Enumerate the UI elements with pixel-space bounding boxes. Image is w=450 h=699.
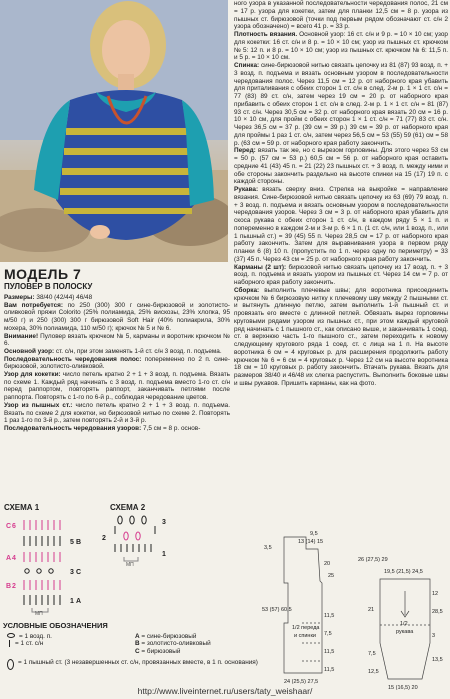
- attention-label: Внимание!: [4, 332, 39, 340]
- back-paragraph: [234, 62, 448, 147]
- material-paragraph: [4, 302, 230, 333]
- legend-color-b: [135, 640, 265, 648]
- dim-25: 25: [328, 573, 335, 579]
- pattern-sequence-paragraph: [4, 425, 230, 433]
- scheme1-rapport: МП: [35, 611, 43, 615]
- stripe-sequence-label: Последовательность чередования полос:: [4, 355, 142, 363]
- chain-symbol-icon: [7, 633, 15, 638]
- scheme1-code-row6: C: [6, 523, 12, 530]
- front-paragraph: [234, 147, 448, 186]
- dim-285: 28,5: [432, 609, 443, 615]
- legend-chain-text: = 1 возд. п.: [19, 632, 52, 640]
- scheme2-rapport-bracket: [124, 557, 138, 561]
- sizes-value: 38/40 (42/44) 46/48: [34, 294, 93, 301]
- sleeves-paragraph: [234, 186, 448, 264]
- front-value: вязать так же, но с вырезом горловины. Для этого через 53 см = 50 р. (57 см = 53 р.) 60,5 см = 56 р. от наборного края оставить средние 41 (43) 45 п. = 21 (22) 23 пышных ст. + 3 возд. п. между ними и обе стороны закончить раздельно на высоте спинки на 15 (17) 19 п. с каждой стороны.: [234, 147, 448, 186]
- assembly-value: выполнить плечевые швы; для воротника присоединить крючком № 6 бирюзовую нитку к плечевому шву между 2 пышными ст. и вытянуть длинную петлю, затем выполнить 1-й пышный ст. и провязать его вместе с длинной петлей. Обвязать вырез горловины круговыми рядами узором из пышных ст., при этом каждый круговой ряд начинать с 1 пышного ст., как описано выше, и заканчивать 1 соед. ст. в верхнюю часть 1-го пышного ст., затем переходить к новому следующему кругового ряда 1 соед. ст. с лица на 1 п. На высоте воротника 6 см = 4 круговых р. для расширения продолжить работу крючком № 6 = 6 см = 4 круговых р. Через 12 см на высоте воротника 18 см = 10 круговых р. работу закончить. Втачать рукава. Вязать для размеров 38/40 и 46/48 их слегка распустить. Выполнить боковые швы и швы рукавов. Пришить карманы, как на фото.: [234, 286, 448, 387]
- legend-color-a-text: = сине-бирюзовый: [141, 632, 197, 640]
- legend-color-a-code: A: [135, 632, 140, 640]
- basic-pattern-label: Основной узор:: [4, 347, 55, 355]
- pockets-value: бирюзовой нитью связать цепочку из 17 возд. п. + 3 возд. п. подъема и вязать узором из пышных ст. Через 14 см = 7 р. от наборного края работу закончить.: [234, 263, 448, 286]
- dim-215: 21: [368, 607, 375, 613]
- dim-53: 53 (57) 60,5: [262, 607, 292, 613]
- dc-symbol-icon: [9, 640, 10, 647]
- pattern-svg: [262, 525, 450, 693]
- scheme1-num-row3: 3: [70, 569, 74, 576]
- scheme2-num-row2: 2: [102, 535, 106, 542]
- assembly-paragraph: [234, 287, 448, 388]
- legend: [3, 622, 265, 670]
- crochet-schemes: [2, 500, 262, 615]
- legend-title: УСЛОВНЫЕ ОБОЗНАЧЕНИЯ: [3, 621, 108, 630]
- scheme1-red-rows: [24, 520, 60, 590]
- scheme2-num-row1: 1: [162, 551, 166, 558]
- legend-dc-text: = 1 ст. с/н: [15, 640, 44, 648]
- continuation-paragraph: ного узора в указанной последовательности чередования полос, 21 см = 17 р. узора для кокетки, затем для планки 12,5 см = 8 р. узора из пышных ст. бирюзовой (точки под первым рядом обозначают ст. с/н 2 узора обозначено) = всего 41 р. = 33 р.: [234, 0, 448, 31]
- model-title: МОДЕЛЬ 7: [4, 266, 82, 282]
- legend-color-b-code: B: [135, 640, 140, 648]
- scheme2-rapport: МП: [126, 562, 134, 568]
- dim-75b: 7,5: [368, 651, 376, 657]
- yoke-pattern-paragraph: [4, 371, 230, 402]
- pattern-sequence-value: 7,5 см = 8 р. основ-: [141, 424, 201, 432]
- scheme1-code-row5: B: [76, 539, 82, 546]
- legend-color-c-code: C: [135, 648, 140, 656]
- sleeves-label: Рукава:: [234, 186, 259, 193]
- dim-115c: 11,5: [324, 667, 335, 673]
- sizes-paragraph: [4, 294, 230, 302]
- dim-13: 13 (14) 15: [298, 539, 324, 545]
- model-subtitle: ПУЛОВЕР В ПОЛОСКУ: [4, 282, 93, 291]
- sleeves-value: вязать сверху вниз. Стрелка на выкройке = направление вязания. Сине-бирюзовой нитью связать цепочку из 63 (69) 79 возд. п. + 3 возд. п. подъема и вязать основным узором в последовательности чередования узоров. Через 3 см = 3 р. от наборного края убавить для скоса рукава с обеих сторон 1 ст. с/н, в каждом ряду 5 × 1 п. и попеременно в каждом 2-м и 3-м р. 6 × 1 п. (1 ст. с/н, или 1 возд. п., или 1 пышный ст.) = 39 (45) 55 п. Через 28,5 см = 17 р. от наборного края работу закончить. Затем для выравнивания узора в первом ряду планки 6 (8) 10 п. (пропустить по 1 п. через одну по периметру) = 33 (37) 45 п. Через 43 см = 25 р. от наборного края работу закончить.: [234, 186, 448, 263]
- lush-pattern-value: число петель кратно 2 + 1 + 3 возд. п. подъема. Вязать по схеме 2 для кокетки, но бирюзовой нитью по схеме 2. Повторять 1 раз 1-го по 3-й р., затем повторять 2-й и 3-й р.: [4, 401, 230, 425]
- body-bottom-dim: 24 (25,5) 27,5: [284, 679, 319, 685]
- model-photo: [0, 0, 228, 262]
- dim-135: 13,5: [432, 657, 443, 663]
- scheme1-num-row6: 6: [12, 523, 16, 530]
- garment-pattern: [262, 525, 450, 693]
- legend-color-c-text: = бирюзовый: [141, 648, 181, 656]
- body-width-dim: 26 (27,5) 29: [358, 557, 388, 563]
- dim-115a: 11,5: [324, 613, 335, 619]
- material-value: по 250 (300) 300 г сине-бирюзовой и золотисто-оливковой пряжи Colorito (25% полиамида, 25% вискозы, 23% хлопка, 95 м/50 г) и 250 (300) 300 г бирюзовой Soft Hair (40% полиакрила, 30% мохера, 30% полиамида, 110 м/50 г); крючок № 5 и № 6.: [4, 301, 230, 332]
- body-label-1: 1/2 переда: [292, 625, 320, 631]
- pockets-label: Карманы (2 шт):: [234, 263, 287, 271]
- density-value: Основной узор: 16 ст. с/н и 9 р. = 10 × 10 см; узор для кокетки: 16 ст. с/н и 8 р. = 10 × 10 см; узор из пышных ст. крючком № 5: 12 п. и 8 р. = 10 × 10 см; узор из пышных ст. крючком № 6: 11,5 п. и 5 р. = 10 × 10 см.: [234, 31, 448, 62]
- right-text-column: [234, 0, 448, 388]
- yoke-pattern-label: Узор для кокетки:: [4, 371, 61, 379]
- left-text-column: [4, 266, 230, 433]
- body-outline: [284, 537, 322, 673]
- scheme1-title: СХЕМА 1: [4, 503, 40, 512]
- stripe-sequence-paragraph: [4, 356, 230, 371]
- legend-chain: [3, 633, 123, 641]
- legend-color-b-text: = золотисто-оливковый: [141, 640, 211, 648]
- scheme1-grid: [6, 520, 81, 615]
- puff-symbol-icon: [7, 659, 14, 670]
- scheme1-num-row1: 1: [70, 598, 74, 605]
- yoke-pattern-value: число петель кратно 2 + 1 + 3 возд. п. подъема. Вязать по схеме 1. Каждый ряд начинать с 3 возд. п. подъема вместо 1-го ст. с/н перед раппортом, повторять раппорт, заканчивать петлями после раппорта. Повторять с 1-го по 6-й р., соблюдая чередование цветов.: [4, 371, 230, 402]
- dim-9: 9,5: [310, 531, 318, 537]
- scheme2-marks: [115, 516, 155, 552]
- model-photo-illustration: [0, 0, 228, 262]
- back-value: сине-бирюзовой нитью связать цепочку из 81 (87) 93 возд. п. + 3 возд. п. подъема и вязать основным узором в последовательности чередования полос. Через 11,5 см = 12 р. от наборного края убавить для приталивания с обеих сторон 1 ст. с/н в след. 2-м р. 1 × 1 ст. с/н = 77 (83) 89 ст. с/н, затем через 19 см = 20 р. от наборного края прибавить с обеих сторон 1 ст. с/н в след. 2-м р. 1 × 1 ст. с/н = 81 (87) 93 ст. с/н. Через 30,5 см = 32 р. от наборного края вязать 20 см = 16 р. 10 × 10 см, для пройм с обеих сторон 1 × 1 ст. с/н = 71 (77) 83 ст. с/н. Через 36,5 см = 37 р. (39 см = 39 р.) 39 см = 39 р. от наборного края для проймы 1 раз 1 ст. с/н, затем через 56,5 см = 53 (55) 59 (61) см = 58 р. (63 см = 59 р. от наборного края работу закончить.: [234, 62, 448, 147]
- legend-puff-text: = 1 пышный ст. (3 незавершенных ст. с/н, провязанных вместе, в 1 п. основания): [18, 658, 258, 666]
- density-label: Плотность вязания.: [234, 31, 298, 38]
- stripe-sequence-value: попеременно по 2 п. сине-бирюзовой, золотисто-оливковой.: [4, 355, 230, 371]
- dim-12: 12: [432, 591, 439, 597]
- watermark-url: http://www.liveinternet.ru/users/taty_weishaar/: [137, 686, 313, 696]
- dim-115b: 11,5: [324, 649, 335, 655]
- dim-125: 12,5: [368, 669, 379, 675]
- lush-pattern-label: Узор из пышных ст.:: [4, 401, 73, 409]
- material-label: Вам потребуется:: [4, 301, 63, 309]
- attention-paragraph: [4, 333, 230, 348]
- assembly-label: Сборка:: [234, 286, 260, 294]
- front-label: Перед:: [234, 147, 256, 155]
- dim-35: 3,5: [264, 545, 272, 551]
- lush-pattern-paragraph: [4, 402, 230, 425]
- scheme1-code-row1: A: [76, 598, 82, 605]
- scheme1-num-row4: 4: [12, 555, 16, 562]
- scheme1-code-row2: B: [6, 583, 12, 590]
- density-paragraph: [234, 31, 448, 62]
- sleeve-top-dim: 19,5 (21,5) 24,5: [384, 569, 423, 575]
- back-label: Спинка:: [234, 62, 260, 69]
- dim-20: 20: [324, 561, 331, 567]
- legend-puff: [3, 659, 265, 670]
- legend-color-c: [135, 648, 265, 656]
- sizes-label: Размеры:: [4, 294, 35, 301]
- scheme1-num-row2: 2: [12, 583, 16, 590]
- dim-3: 3: [432, 633, 436, 639]
- scheme2-num-row3: 3: [162, 519, 166, 526]
- basic-pattern-value: ст. с/н, при этом заменять 1-й ст. с/н 3 возд. п. подъема.: [54, 347, 222, 355]
- dim-75: 7,5: [324, 631, 332, 637]
- pattern-sequence-label: Последовательность чередования узоров:: [4, 424, 142, 432]
- pockets-paragraph: [234, 264, 448, 287]
- sleeve-bottom-dim: 15 (16,5) 20: [388, 685, 418, 691]
- scheme1-code-row4: A: [6, 555, 12, 562]
- attention-value: Пуловер вязать крючком № 5, карманы и воротник крючком № 6.: [4, 332, 230, 348]
- legend-dc: [3, 640, 123, 648]
- scheme1-dark-rows: [24, 536, 60, 605]
- scheme2-grid: [102, 516, 166, 568]
- body-label-2: и спинки: [294, 633, 316, 639]
- scheme2-title: СХЕМА 2: [110, 503, 146, 512]
- sleeve-label-1: 1/2: [400, 621, 408, 627]
- sleeve-label-2: рукава: [396, 629, 414, 635]
- basic-pattern-paragraph: [4, 348, 230, 356]
- scheme1-code-row3: C: [76, 569, 82, 576]
- schemes-svg: [2, 500, 262, 615]
- scheme1-num-row5: 5: [70, 539, 74, 546]
